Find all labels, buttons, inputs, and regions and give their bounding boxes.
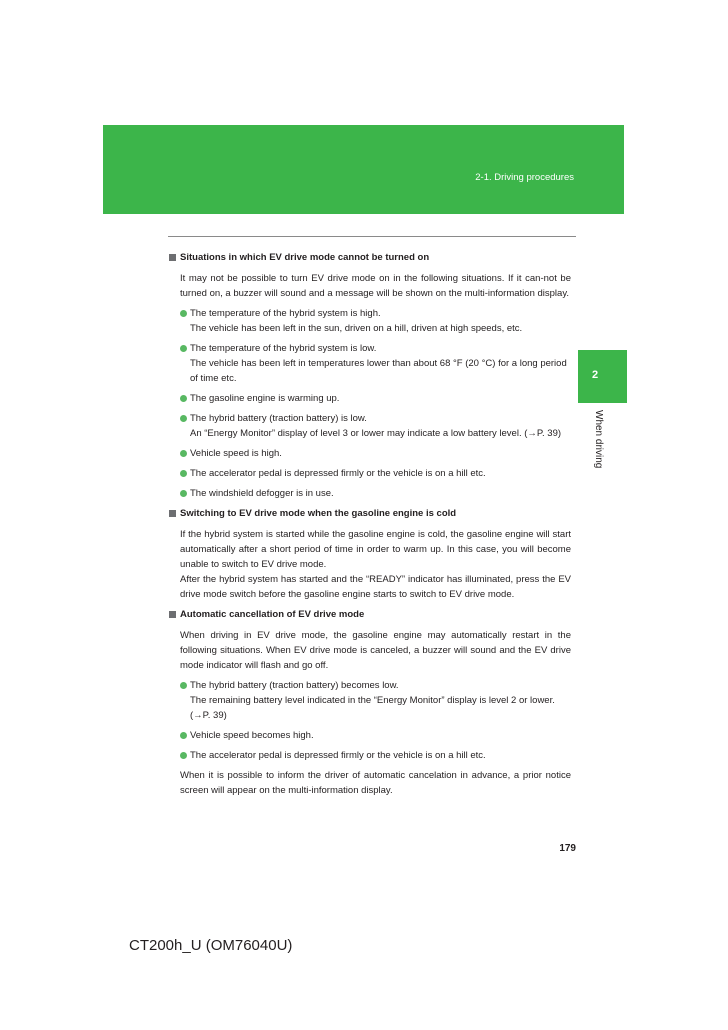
page-number: 179 — [559, 843, 576, 854]
list-item-text: The accelerator pedal is depressed firmly or the vehicle is on a hill etc. — [190, 750, 486, 761]
chapter-label: When driving — [593, 410, 604, 469]
square-bullet-icon — [169, 254, 176, 261]
list-item — [180, 728, 571, 743]
paragraph: When it is possible to inform the driver of automatic cancelation in advance, a prior notice screen will appear on the multi-information display. — [180, 770, 571, 796]
list-item-text: The accelerator pedal is depressed firmly or the vehicle is on a hill etc. — [190, 468, 486, 479]
section-heading — [169, 506, 571, 521]
header-band — [103, 125, 624, 214]
circle-bullet-icon — [180, 470, 187, 477]
list-item — [180, 466, 571, 481]
list-item-detail: The vehicle has been left in temperatures lower than about 68 °F (20 °C) for a long period of time etc. — [190, 358, 567, 384]
paragraph: If the hybrid system is started while the gasoline engine is cold, the gasoline engine will start automatically after a short period of time in order to warm up. In this case, you will become unable to switch to EV drive mode. — [180, 529, 571, 570]
square-bullet-icon — [169, 510, 176, 517]
paragraph: When driving in EV drive mode, the gasoline engine may automatically restart in the following situations. When EV drive mode is canceled, a buzzer will sound and the EV drive mode indicator will flash and go off. — [180, 630, 571, 671]
list-item-text: The windshield defogger is in use. — [190, 488, 334, 499]
list-item — [180, 748, 571, 763]
circle-bullet-icon — [180, 345, 187, 352]
list-item — [180, 446, 571, 461]
section-heading — [169, 250, 571, 265]
circle-bullet-icon — [180, 395, 187, 402]
heading-text: Automatic cancellation of EV drive mode — [180, 609, 365, 620]
list-item-text: The temperature of the hybrid system is low. — [190, 343, 377, 354]
divider — [168, 236, 576, 237]
list-item — [180, 411, 571, 441]
circle-bullet-icon — [180, 752, 187, 759]
list-item-detail: An “Energy Monitor” display of level 3 or lower may indicate a low battery level. (→P. 39) — [190, 428, 562, 439]
list-item-detail: The vehicle has been left in the sun, driven on a hill, driven at high speeds, etc. — [190, 323, 523, 334]
list-item-text: Vehicle speed becomes high. — [190, 730, 314, 741]
circle-bullet-icon — [180, 310, 187, 317]
page-content — [169, 250, 571, 803]
list-item-text: The temperature of the hybrid system is high. — [190, 308, 381, 319]
list-item-text: Vehicle speed is high. — [190, 448, 282, 459]
list-item — [180, 678, 571, 723]
circle-bullet-icon — [180, 415, 187, 422]
paragraph: It may not be possible to turn EV drive mode on in the following situations. If it can-not be turned on, a buzzer will sound and a message will be shown on the multi-information display. — [180, 273, 571, 299]
section-heading — [169, 607, 571, 622]
circle-bullet-icon — [180, 450, 187, 457]
list-item — [180, 341, 571, 386]
list-item-detail: The remaining battery level indicated in the “Energy Monitor” display is level 2 or lower. (→P. 39) — [190, 695, 555, 721]
list-item-text: The gasoline engine is warming up. — [190, 393, 340, 404]
square-bullet-icon — [169, 611, 176, 618]
list-item-text: The hybrid battery (traction battery) is low. — [190, 413, 367, 424]
list-item — [180, 486, 571, 501]
circle-bullet-icon — [180, 732, 187, 739]
list-item — [180, 306, 571, 336]
chapter-number: 2 — [591, 369, 599, 381]
section-title: 2-1. Driving procedures — [475, 172, 574, 183]
list-item — [180, 391, 571, 406]
list-item-text: The hybrid battery (traction battery) becomes low. — [190, 680, 399, 691]
heading-text: Situations in which EV drive mode cannot be turned on — [180, 252, 430, 263]
chapter-tab — [578, 350, 627, 403]
circle-bullet-icon — [180, 490, 187, 497]
heading-text: Switching to EV drive mode when the gasoline engine is cold — [180, 508, 457, 519]
document-code: CT200h_U (OM76040U) — [129, 937, 293, 954]
circle-bullet-icon — [180, 682, 187, 689]
paragraph: After the hybrid system has started and the “READY” indicator has illuminated, press the EV drive mode switch before the gasoline engine starts to switch to EV drive mode. — [180, 574, 571, 600]
